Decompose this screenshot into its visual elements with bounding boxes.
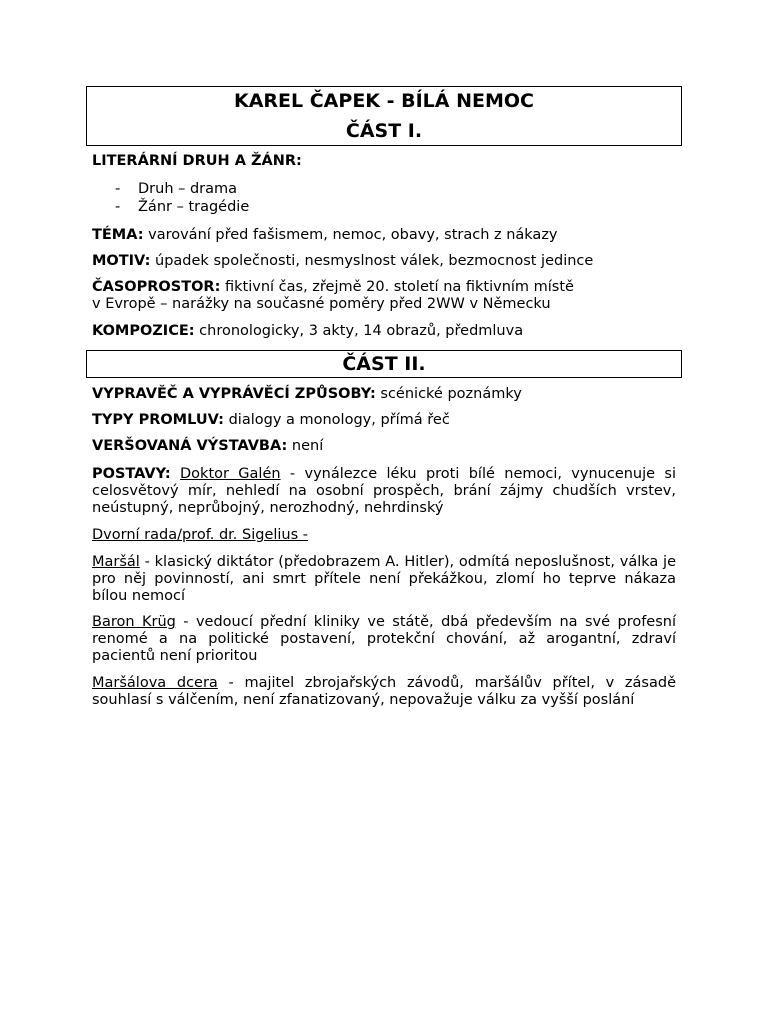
- character-name: Doktor Galén: [180, 466, 281, 482]
- document-title: KAREL ČAPEK - BÍLÁ NEMOC: [233, 90, 534, 112]
- vypravec-label: VYPRAVĚČ A VYPRÁVĚCÍ ZPŮSOBY:: [92, 386, 376, 402]
- part-one-heading: ČÁST I.: [345, 120, 423, 142]
- kompozice-paragraph: [92, 323, 676, 340]
- typy-promluv-paragraph: TYPY PROMLUV: dialogy a monology, přímá řeč: [92, 412, 450, 428]
- character-name: Maršál: [92, 554, 140, 570]
- tema-label: TÉMA:: [92, 227, 144, 243]
- versovana-label: VERŠOVANÁ VÝSTAVBA:: [92, 438, 288, 454]
- typy-label: TYPY PROMLUV:: [92, 412, 224, 428]
- character-galen: POSTAVY: Doktor Galén - vynálezce léku proti bílé nemoci, vynucenuje si celosvětový mír, nehledí na osobní prospěch, brání zájmy chudších vrstev, neústupný, neprůbojný, nerozhodný, nehrdinský: [92, 466, 676, 516]
- genre-heading: LITERÁRNÍ DRUH A ŽÁNR:: [92, 153, 302, 169]
- kompozice-text: chronologicky, 3 akty, 14 obrazů, předmluva: [199, 323, 524, 339]
- versovana-paragraph: VERŠOVANÁ VÝSTAVBA: není: [92, 438, 324, 454]
- postavy-label: POSTAVY:: [92, 466, 171, 482]
- character-marsalova-dcera: Maršálova dcera - majitel zbrojařských závodů, maršálův přítel, v zásadě souhlasí s válčením, není zfanatizovaný, nepovažuje válku za vyšší poslání: [92, 675, 676, 708]
- title-box: [86, 86, 682, 146]
- genre-list-item: - Žánr – tragédie: [115, 199, 250, 215]
- bullet-dash: -: [115, 199, 121, 215]
- character-sigelius: [92, 527, 676, 544]
- kompozice-label: KOMPOZICE:: [92, 323, 195, 339]
- character-name: Maršálova dcera: [92, 675, 218, 691]
- casoprostor-label: ČASOPROSTOR:: [92, 279, 221, 295]
- motiv-text: úpadek společnosti, nesmyslnost válek, bezmocnost jedince: [155, 253, 594, 269]
- casoprostor-paragraph: ČASOPROSTOR: fiktivní čas, zřejmě 20. století na fiktivním místě v Evropě – narážky na současné poměry před 2WW v Německu: [92, 279, 574, 312]
- character-name: Dvorní rada/prof. dr. Sigelius -: [92, 527, 309, 543]
- tema-text: varování před fašismem, nemoc, obavy, strach z nákazy: [148, 227, 558, 243]
- part-two-heading: ČÁST II.: [342, 353, 426, 375]
- character-marsal: Maršál - klasický diktátor (předobrazem A. Hitler), odmítá neposlušnost, válka je pro něj povinností, ani smrt přítele není překážkou, zlomí ho teprve nákaza bílou nemocí: [92, 554, 676, 604]
- character-krug: Baron Krüg - vedoucí přední kliniky ve státě, dbá především na své profesní renomé a na politické postavení, protekční chování, až arogantní, zdraví pacientů není prioritou: [92, 614, 677, 664]
- motiv-paragraph: [92, 253, 676, 270]
- genre-list-item: - Druh – drama: [115, 181, 238, 197]
- motiv-label: MOTIV:: [92, 253, 151, 269]
- part-two-box: [86, 350, 682, 378]
- tema-paragraph: [92, 227, 676, 244]
- character-name: Baron Krüg: [92, 614, 176, 630]
- bullet-dash: -: [115, 181, 121, 197]
- vypravec-paragraph: VYPRAVĚČ A VYPRÁVĚCÍ ZPŮSOBY: scénické poznámky: [92, 386, 522, 402]
